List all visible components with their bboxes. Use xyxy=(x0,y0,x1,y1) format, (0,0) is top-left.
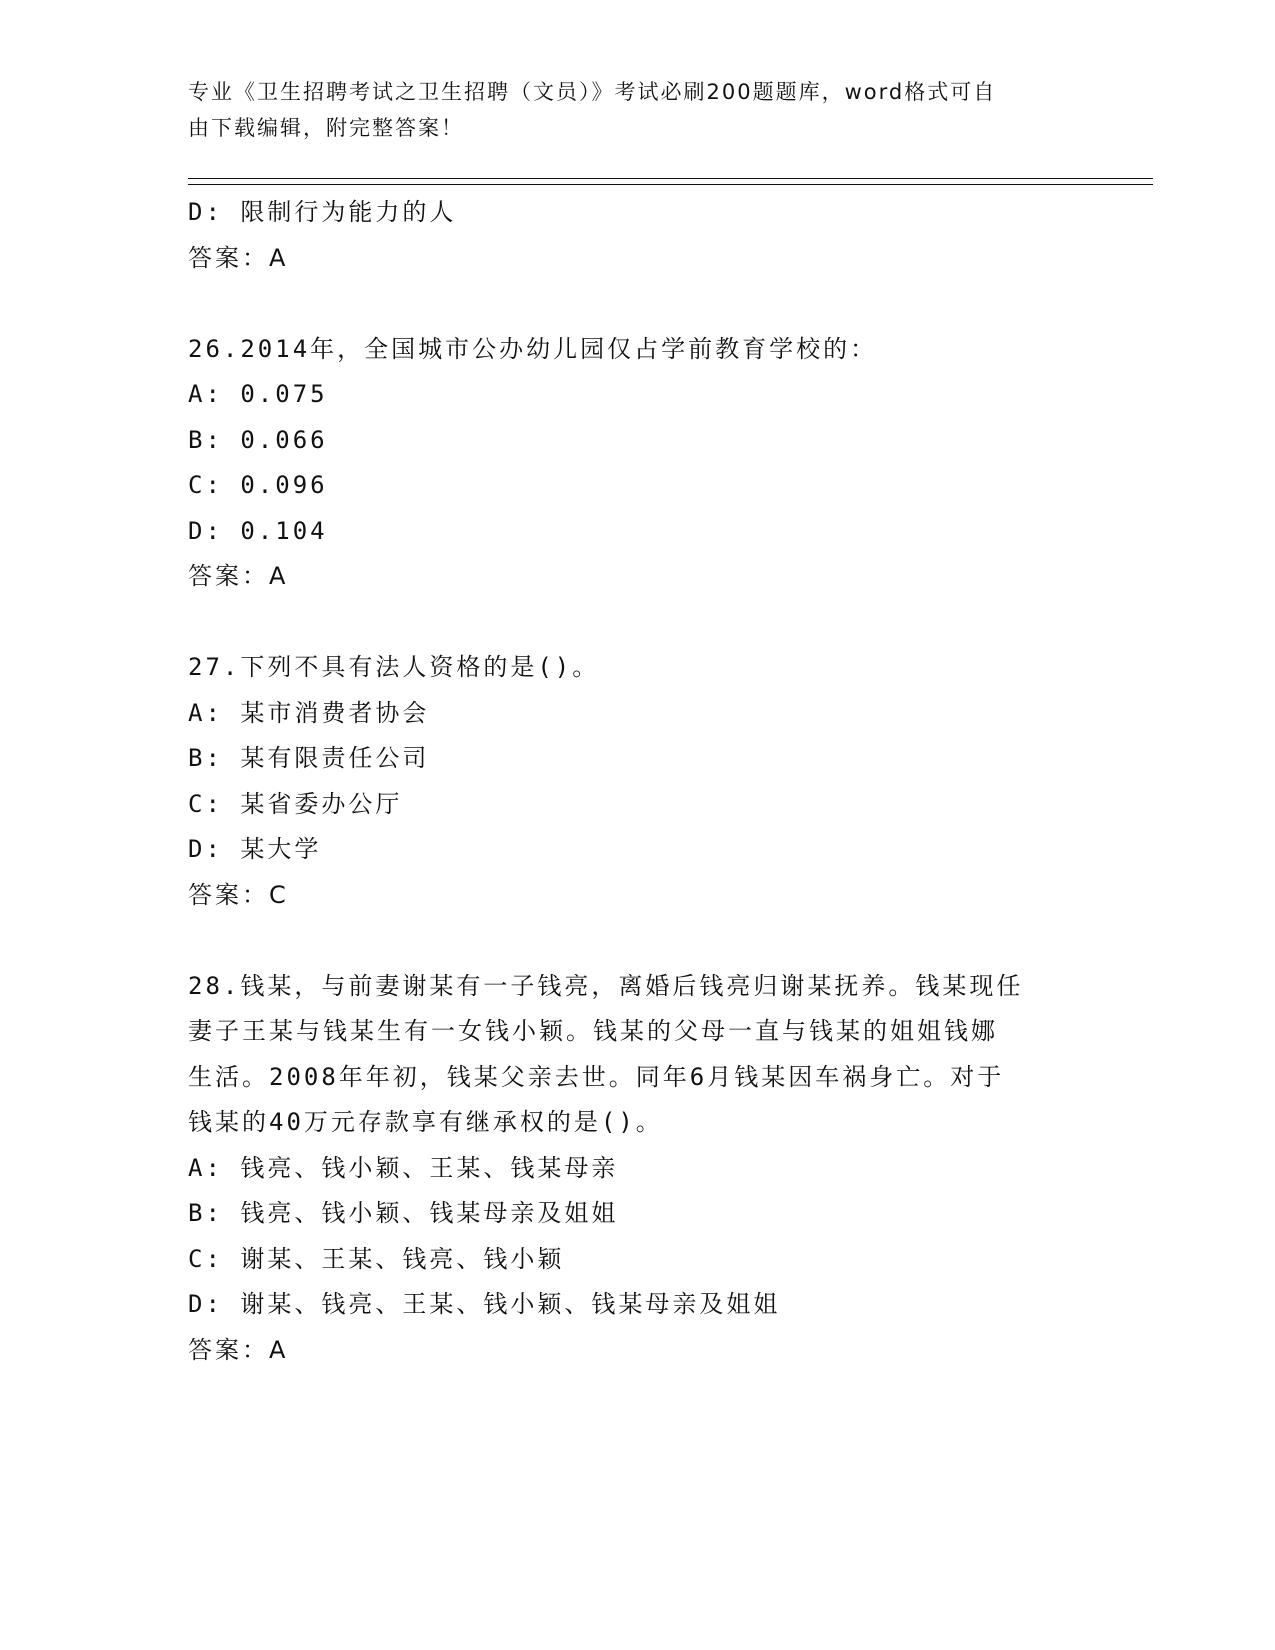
header-divider-bottom xyxy=(188,184,1153,185)
header-text-line-1: 专业《卫生招聘考试之卫生招聘（文员）》考试必刷200题题库，word格式可自 xyxy=(188,80,997,104)
spacer xyxy=(188,281,1088,327)
option-d: D: 0.104 xyxy=(188,516,328,545)
question-28 xyxy=(188,964,1088,1374)
option-b: B: 某有限责任公司 xyxy=(188,744,430,772)
question-stem-line-1: 28.钱某，与前妻谢某有一子钱亮，离婚后钱亮归谢某抚养。钱某现任 xyxy=(188,971,1024,1000)
answer-line: 答案：A xyxy=(188,562,289,590)
header-divider-top xyxy=(188,178,1153,179)
option-c: C: 谢某、王某、钱亮、钱小颖 xyxy=(188,1244,565,1273)
question-27 xyxy=(188,645,1088,918)
document-header xyxy=(188,74,1068,146)
option-c: C: 某省委办公厅 xyxy=(188,789,403,818)
answer-line: 答案：A xyxy=(188,1335,289,1364)
question-stem-line-4: 钱某的40万元存款享有继承权的是()。 xyxy=(188,1108,663,1136)
question-content xyxy=(188,190,1088,1373)
spacer xyxy=(188,918,1088,964)
option-d: D: 某大学 xyxy=(188,835,322,863)
option-b: B: 钱亮、钱小颖、钱某母亲及姐姐 xyxy=(188,1199,619,1227)
question-stem-line-3: 生活。2008年年初，钱某父亲去世。同年6月钱某因车祸身亡。对于 xyxy=(188,1062,1005,1091)
answer-line: 答案：A xyxy=(188,243,289,272)
option-d: D: 谢某、钱亮、王某、钱小颖、钱某母亲及姐姐 xyxy=(188,1290,781,1318)
option-a: A: 钱亮、钱小颖、王某、钱某母亲 xyxy=(188,1153,619,1182)
option-d: D: 限制行为能力的人 xyxy=(188,198,457,226)
question-stem: 27.下列不具有法人资格的是()。 xyxy=(188,653,600,681)
option-c: C: 0.096 xyxy=(188,471,328,499)
option-a: A: 某市消费者协会 xyxy=(188,698,430,727)
answer-line: 答案：C xyxy=(188,880,289,909)
header-text-line-2: 由下载编辑，附完整答案！ xyxy=(188,116,464,140)
question-25-tail xyxy=(188,190,1088,281)
option-b: B: 0.066 xyxy=(188,425,328,454)
option-a: A: 0.075 xyxy=(188,380,328,408)
question-26 xyxy=(188,327,1088,600)
question-stem-line-2: 妻子王某与钱某生有一女钱小颖。钱某的父母一直与钱某的姐姐钱娜 xyxy=(188,1017,998,1045)
spacer xyxy=(188,600,1088,646)
question-stem: 26.2014年，全国城市公办幼儿园仅占学前教育学校的： xyxy=(188,334,878,363)
